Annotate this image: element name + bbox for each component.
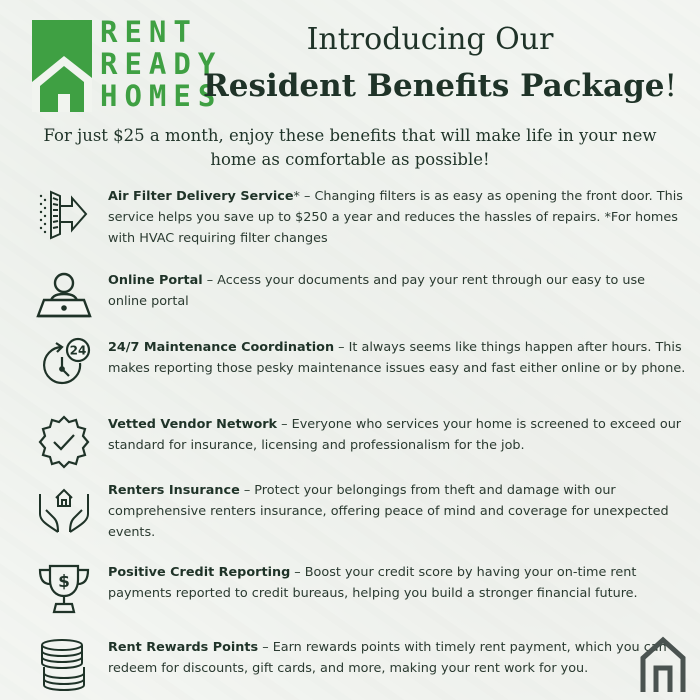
- benefit-title: Vetted Vendor Network: [108, 417, 278, 432]
- benefit-description: – Protect your belongings from theft and damage with our comprehensive renters insurance, offering peace of mind and coverage for unexpected events.: [108, 483, 669, 540]
- online-portal-icon: [36, 270, 92, 326]
- clock-24-icon: [36, 337, 92, 393]
- page-title-main: Resident Benefits Package: [203, 68, 665, 104]
- hands-house-icon: [36, 480, 92, 536]
- page-title-intro: Introducing Our: [306, 22, 554, 57]
- benefit-text: [108, 337, 688, 379]
- benefit-text: [108, 480, 688, 543]
- benefit-description: – Access your documents and pay your rent through our easy to use online portal: [108, 273, 646, 309]
- benefit-description: – Boost your credit score by having your on-time rent payments reported to credit bureaus, helping you build a stronger financial future.: [108, 565, 638, 601]
- benefit-footnote-mark: *: [293, 189, 300, 204]
- coin-stack-icon: [36, 637, 92, 693]
- logo-word-2: READY: [100, 47, 223, 81]
- benefit-text: [108, 562, 688, 604]
- benefit-text: [108, 637, 688, 679]
- trophy-dollar-icon: [36, 562, 92, 618]
- benefit-text: [108, 414, 688, 456]
- benefit-description: – It always seems like things happen after hours. This makes reporting those pesky maintenance issues easy and fast either online or by phone.: [108, 340, 686, 376]
- logo-house-icon: [32, 20, 92, 112]
- verified-badge-icon: [36, 414, 92, 470]
- svg-text:24: 24: [69, 343, 87, 358]
- svg-text:$: $: [58, 572, 70, 592]
- page-subtitle: For just $25 a month, enjoy these benefits that will make life in your new home as comfortable as possible!: [43, 126, 657, 169]
- benefit-title: Positive Credit Reporting: [108, 565, 291, 580]
- benefit-text: [108, 186, 688, 249]
- benefit-title: 24/7 Maintenance Coordination: [108, 340, 335, 355]
- air-filter-icon: [36, 186, 92, 242]
- page-title-bang: !: [664, 68, 677, 104]
- benefit-title: Renters Insurance: [108, 483, 240, 498]
- benefit-text: [108, 270, 688, 312]
- benefit-description: – Everyone who services your home is screened to exceed our standard for insurance, licensing and professionalism for the job.: [108, 417, 682, 453]
- brand-logo: [32, 15, 223, 116]
- benefit-description: – Earn rewards points with timely rent payment, which you can redeem for discounts, gift cards, and more, making your rent work for you.: [108, 640, 667, 676]
- benefit-title: Online Portal: [108, 273, 203, 288]
- benefit-description: – Changing filters is as easy as opening the front door. This service helps you save up to $250 a year and reduces the hassles of repairs. *For homes with HVAC requiring filter changes: [108, 189, 683, 246]
- logo-word-3: HOMES: [100, 79, 223, 113]
- benefit-title: Rent Rewards Points: [108, 640, 259, 655]
- benefit-title: Air Filter Delivery Service: [108, 189, 294, 204]
- page-title: [190, 68, 690, 104]
- logo-word-1: RENT: [100, 15, 198, 49]
- corner-house-icon: [638, 634, 688, 694]
